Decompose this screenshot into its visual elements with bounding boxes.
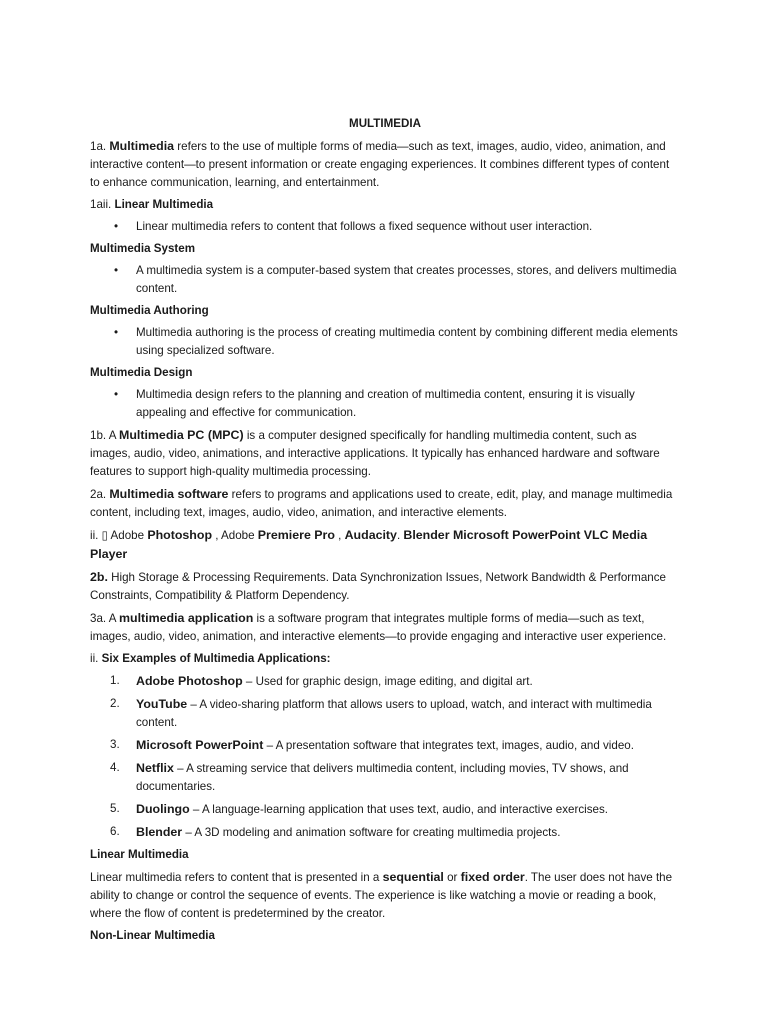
term-multimedia-pc: Multimedia PC (MPC) bbox=[119, 428, 244, 442]
list-item bbox=[90, 823, 680, 842]
list-item bbox=[90, 672, 680, 691]
heading-linear-multimedia bbox=[90, 196, 680, 214]
paragraph-software-examples bbox=[90, 526, 680, 564]
app-name: Microsoft PowerPoint bbox=[136, 738, 264, 752]
app-name: Blender bbox=[136, 825, 183, 839]
app-description: – A video-sharing platform that allows users to upload, watch, and interact with multimedia content. bbox=[136, 698, 652, 729]
paragraph-linear-multimedia bbox=[90, 868, 680, 923]
document-title: MULTIMEDIA bbox=[349, 117, 421, 130]
list-number: 2. bbox=[110, 697, 120, 710]
heading-prefix: 1aii. bbox=[90, 198, 115, 211]
list-item bbox=[90, 800, 680, 819]
app-name: Netflix bbox=[136, 761, 174, 775]
app-description: – A language-learning application that uses text, audio, and interactive exercises. bbox=[189, 803, 608, 816]
list-item: • Multimedia authoring is the process of creating multimedia content by combining different media elements using specialized software. bbox=[90, 324, 680, 360]
list-number: 5. bbox=[110, 802, 120, 815]
authoring-bullet-list bbox=[90, 324, 680, 360]
linear-bullet-list bbox=[90, 218, 680, 236]
app-name: Duolingo bbox=[136, 802, 190, 816]
design-bullet-list bbox=[90, 386, 680, 422]
term-audacity: Audacity bbox=[344, 528, 397, 542]
app-description: – Used for graphic design, image editing, and digital art. bbox=[242, 675, 533, 688]
paragraph-prefix: 1a. bbox=[90, 140, 110, 153]
paragraph-text: is a computer designed specifically for handling multimedia content, such as images, audio, video, animations, and interactive applications. It typically has enhanced hardware and software features to support high-quality multimedia processing. bbox=[90, 429, 660, 478]
list-number: 3. bbox=[110, 738, 120, 751]
list-item: • Linear multimedia refers to content that follows a fixed sequence without user interaction. bbox=[90, 218, 680, 236]
app-description: – A streaming service that delivers multimedia content, including movies, TV shows, and documentaries. bbox=[136, 762, 629, 793]
heading-prefix: ii. bbox=[90, 652, 102, 665]
heading-application-examples bbox=[90, 650, 680, 668]
app-name: YouTube bbox=[136, 697, 188, 711]
application-list bbox=[90, 672, 680, 842]
system-bullet-list bbox=[90, 262, 680, 298]
paragraph-multimedia-pc bbox=[90, 426, 680, 481]
paragraph-text: Linear multimedia refers to content that is presented in a bbox=[90, 871, 383, 884]
term-fixed-order: fixed order bbox=[460, 870, 525, 884]
term-multimedia-application: multimedia application bbox=[119, 611, 254, 625]
heading-term: Six Examples of Multimedia Applications: bbox=[101, 652, 331, 665]
paragraph-text: High Storage & Processing Requirements. Data Synchronization Issues, Network Bandwidth & Performance Constraints, Compatibility & Platform Dependency. bbox=[90, 571, 666, 602]
list-item: • Multimedia design refers to the planning and creation of multimedia content, ensuring it is visually appealing and effective for communication. bbox=[90, 386, 680, 422]
term-multimedia-software: Multimedia software bbox=[109, 487, 229, 501]
app-description: – A 3D modeling and animation software for creating multimedia projects. bbox=[182, 826, 561, 839]
app-description: – A presentation software that integrates text, images, audio, and video. bbox=[263, 739, 634, 752]
paragraph-prefix: 3a. A bbox=[90, 612, 120, 625]
paragraph-prefix: ii. ▯ Adobe bbox=[90, 529, 148, 542]
term-photoshop: Photoshop bbox=[147, 528, 213, 542]
paragraph-text: or bbox=[443, 871, 461, 884]
heading-linear-multimedia-2: Linear Multimedia bbox=[90, 848, 189, 861]
term-sequential: sequential bbox=[382, 870, 444, 884]
heading-multimedia-system: Multimedia System bbox=[90, 242, 196, 255]
paragraph-multimedia-application bbox=[90, 609, 680, 646]
list-number: 1. bbox=[110, 674, 120, 687]
paragraph-text: refers to the use of multiple forms of media—such as text, images, audio, video, animation, and interactive content—to present information or create engaging experiences. It combines different types of content to enhance communication, learning, and entertainment. bbox=[90, 140, 670, 189]
paragraph-prefix: 1b. A bbox=[90, 429, 120, 442]
list-item bbox=[90, 759, 680, 796]
paragraph-text: refers to programs and applications used to create, edit, play, and manage multimedia content, including text, images, audio, video, animation, and interactive elements. bbox=[90, 488, 673, 519]
heading-term: Linear Multimedia bbox=[114, 198, 214, 211]
heading-multimedia-authoring: Multimedia Authoring bbox=[90, 304, 209, 317]
paragraph-label: 2b. bbox=[90, 570, 108, 584]
paragraph-text: is a software program that integrates multiple forms of media—such as text, images, audio, video, animation, and interactive elements—to provide engaging and interactive user experience. bbox=[90, 612, 667, 643]
heading-non-linear-multimedia: Non-Linear Multimedia bbox=[90, 929, 215, 942]
list-number: 6. bbox=[110, 825, 120, 838]
paragraph-text: . The user does not have the ability to change or control the sequence of events. The experience is like watching a movie or reading a book, where the flow of content is predetermined by the creator. bbox=[90, 871, 673, 920]
paragraph-challenges bbox=[90, 568, 680, 605]
heading-multimedia-design: Multimedia Design bbox=[90, 366, 193, 379]
separator: , Adobe bbox=[212, 529, 258, 542]
list-item bbox=[90, 736, 680, 755]
term-multimedia: Multimedia bbox=[109, 139, 175, 153]
paragraph-prefix: 2a. bbox=[90, 488, 110, 501]
term-premiere-pro: Premiere Pro bbox=[257, 528, 335, 542]
paragraph-multimedia-software bbox=[90, 485, 680, 522]
separator: , bbox=[334, 529, 345, 542]
list-item: • A multimedia system is a computer-based system that creates processes, stores, and delivers multimedia content. bbox=[90, 262, 680, 298]
term-other-software: Blender Microsoft PowerPoint VLC Media Player bbox=[90, 528, 648, 561]
separator: . bbox=[396, 529, 404, 542]
paragraph-multimedia-definition bbox=[90, 137, 680, 192]
document-body bbox=[90, 115, 680, 949]
list-number: 4. bbox=[110, 761, 120, 774]
list-item bbox=[90, 695, 680, 732]
app-name: Adobe Photoshop bbox=[136, 674, 243, 688]
